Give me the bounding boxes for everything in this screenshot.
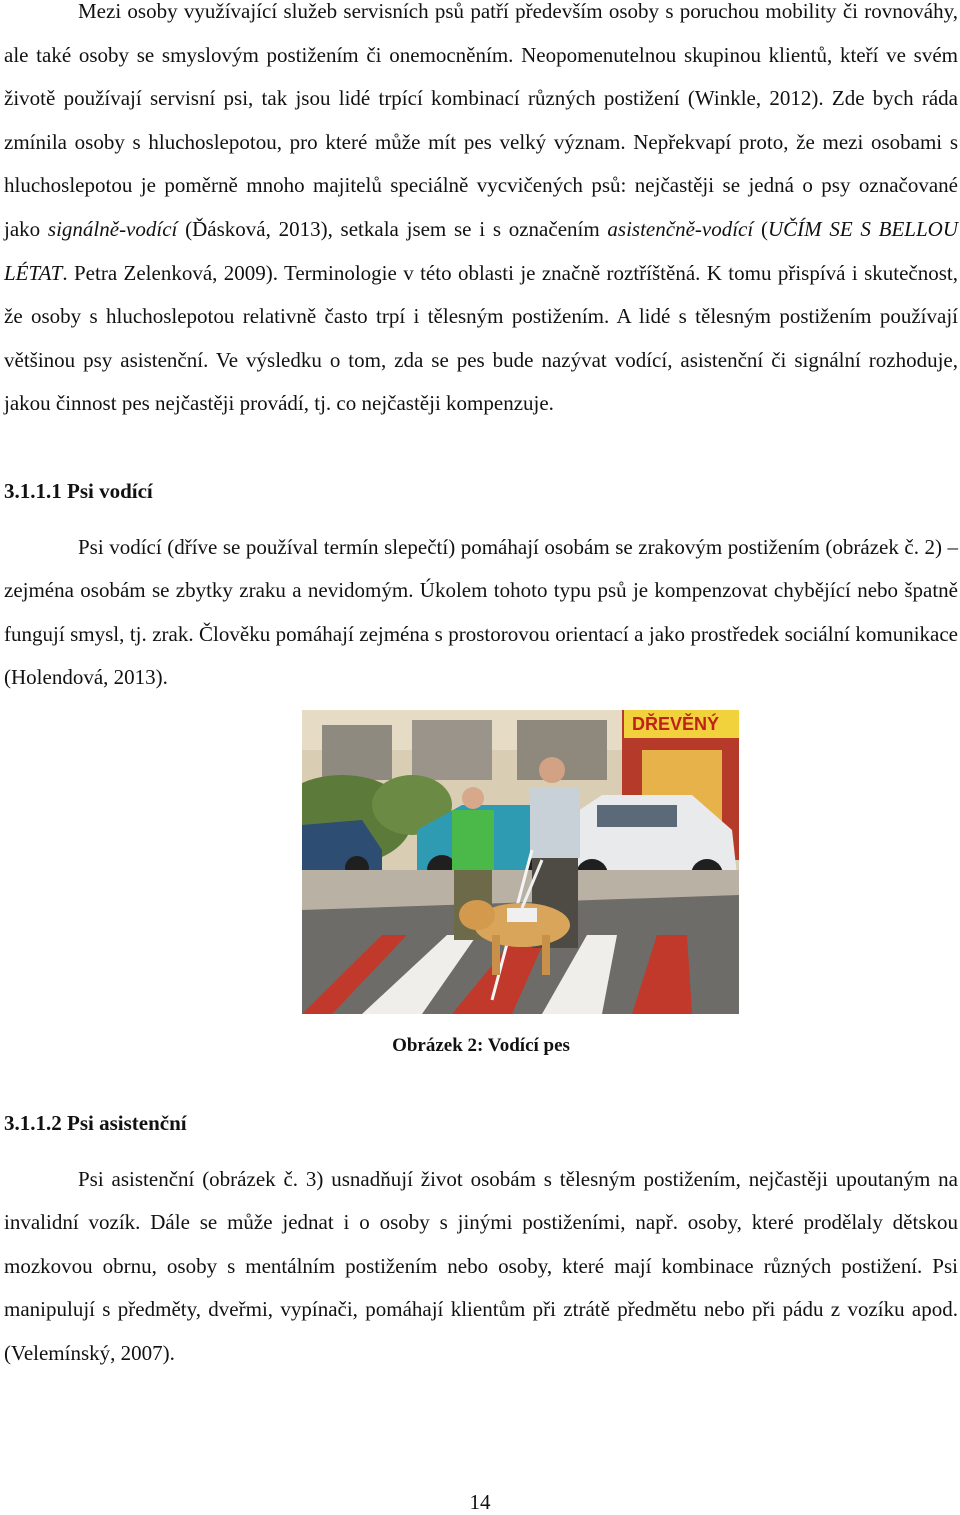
- paragraph-intro-text-3: (: [753, 216, 768, 241]
- document-page: [4, 0, 958, 1375]
- paragraph-guide-dogs: Psi vodící (dříve se používal termín slepečtí) pomáhají osobám se zrakovým postižením (obrázek č. 2) – zejména osobám se zbytky zraku a nevidomým. Úkolem tohoto typu psů je kompenzovat chybějící nebo špatně fungují smysl, tj. zrak. Člověku pomáhají zejména s prostorovou orientací a jako prostředek sociální komunikace (Holendová, 2013).: [4, 534, 958, 690]
- guide-dog-photo: [302, 710, 739, 1014]
- paragraph-intro-text-1: Mezi osoby využívající služeb servisních psů patří především osoby s poruchou mobility či rovnováhy, ale také osoby se smyslovým postižením či onemocněním. Neopomenutelnou skupinou klientů, kteří ve svém životě používají servisní psi, tak jsou lidé trpící kombinací různých postižení (Winkle, 2012). Zde bych ráda zmínila osoby s hluchoslepotou, pro které může mít pes velký význam. Nepřekvapí proto, že mezi osobami s hluchoslepotou je poměrně mnoho majitelů speciálně vycvičených psů: nejčastěji se jedná o psy označované jako: [4, 0, 958, 241]
- shop-sign-text: DŘEVĚNÝ: [632, 713, 720, 734]
- term-signalne-vodici: signálně-vodící: [47, 216, 178, 241]
- citation-title: UČÍM SE S BELLOU LÉTAT: [4, 216, 958, 285]
- term-asistencne-vodici: asistenčně-vodící: [607, 216, 754, 241]
- page-number: 14: [469, 1490, 491, 1514]
- paragraph-intro: [4, 0, 958, 426]
- figure-caption: Obrázek 2: Vodící pes: [392, 1034, 570, 1056]
- figure-guide-dog-photo: [302, 710, 739, 1014]
- section-heading-guide-dogs: 3.1.1.1 Psi vodící: [4, 478, 153, 503]
- section-heading-assistance-dogs: 3.1.1.2 Psi asistenční: [4, 1110, 187, 1135]
- paragraph-intro-text-2: (Ďásková, 2013), setkala jsem se i s označením: [177, 216, 608, 241]
- paragraph-intro-text-4: . Petra Zelenková, 2009). Terminologie v této oblasti je značně roztříštěná. K tomu přispívá i skutečnost, že osoby s hluchoslepotou relativně často trpí i tělesným postižením. A lidé s tělesným postižením používají většinou psy asistenční. Ve výsledku o tom, zda se pes bude nazývat vodící, asistenční či signální rozhoduje, jakou činnost pes nejčastěji provádí, tj. co nejčastěji kompenzuje.: [4, 260, 958, 416]
- paragraph-assistance-dogs: Psi asistenční (obrázek č. 3) usnadňují život osobám s tělesným postižením, nejčastěji upoutaným na invalidní vozík. Dále se může jednat i o osoby s jinými postiženími, např. osoby, které prodělaly dětskou mozkovou obrnu, osoby s mentálním postižením nebo osoby, které mají kombinace různých postižení. Psi manipulují s předměty, dveřmi, vypínači, pomáhají klientům při ztrátě předmětu nebo při pádu z vozíku apod. (Velemínský, 2007).: [4, 1166, 958, 1365]
